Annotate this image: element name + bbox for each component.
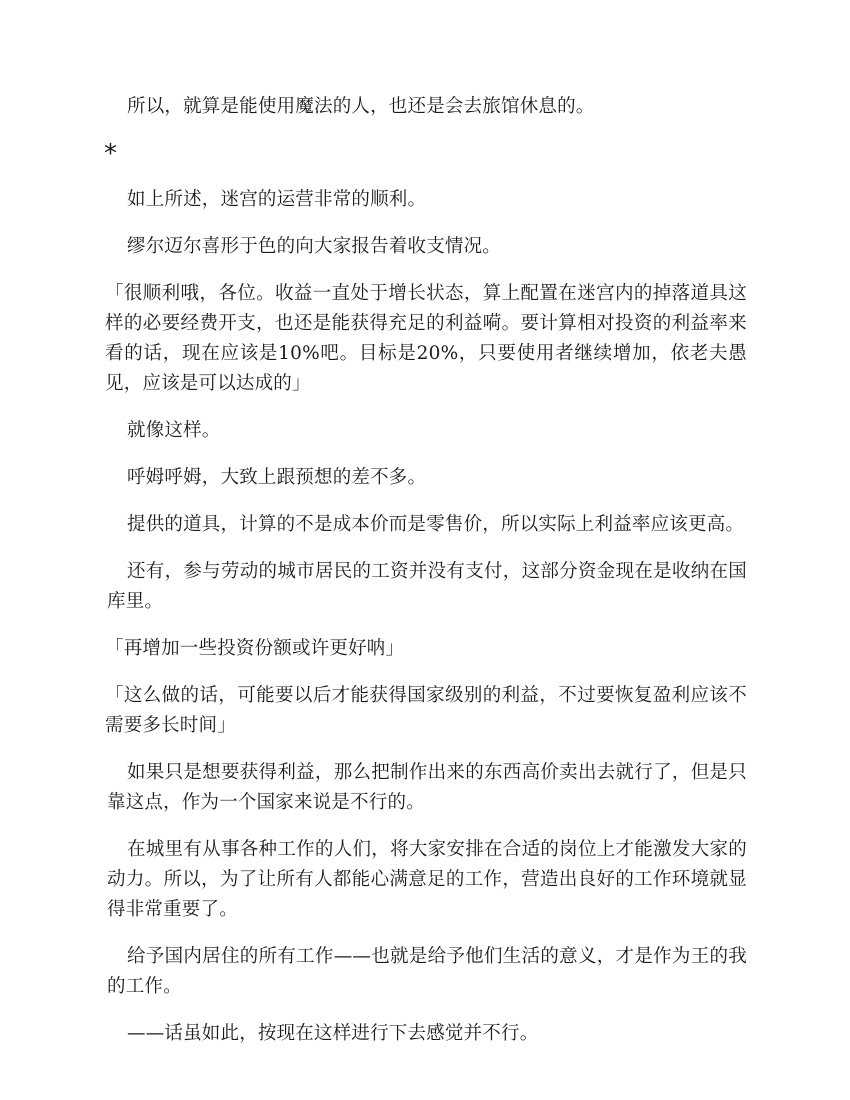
paragraph: 给予国内居住的所有工作——也就是给予他们生活的意义，才是作为王的我的工作。 [107,946,747,997]
paragraph: 如上所述，迷宫的运营非常的顺利。 [127,189,427,210]
paragraph: 提供的道具，计算的不是成本价而是零售价，所以实际上利益率应该更高。 [127,514,745,535]
paragraph: 如果只是想要获得利益，那么把制作出来的东西高价卖出去就行了，但是只靠这点，作为一个国家来说是不行的。 [107,762,747,813]
paragraph: 缪尔迈尔喜形于色的向大家报告着收支情况。 [127,236,502,257]
dialogue-paragraph: 「再增加一些投资份额或许更好呐」 [105,638,405,659]
paragraph: 在城里有从事各种工作的人们，将大家安排在合适的岗位上才能激发大家的动力。所以，为了让所有人都能心满意足的工作，营造出良好的工作环境就显得非常重要了。 [107,839,747,920]
paragraph: 呼姆呼姆，大致上跟预想的差不多。 [127,467,427,488]
section-separator: * [104,139,117,169]
dialogue-paragraph: 「这么做的话，可能要以后才能获得国家级别的利益，不过要恢复盈利应该不需要多长时间」 [105,685,747,736]
dialogue-paragraph: 「很顺利哦，各位。收益一直处于增长状态，算上配置在迷宫内的掉落道具这样的必要经费开支，也还是能获得充足的利益嗬。要计算相对投资的利益率来看的话，现在应该是10%吧。目标是20%，只要使用者继续增加，依老夫愚见，应该是可以达成的」 [105,283,747,394]
paragraph: 就像这样。 [127,420,221,441]
document-page [104,92,747,1066]
paragraph: 还有，参与劳动的城市居民的工资并没有支付，这部分资金现在是收纳在国库里。 [107,561,747,612]
paragraph: 所以，就算是能使用魔法的人，也还是会去旅馆休息的。 [127,96,595,117]
paragraph: ——话虽如此，按现在这样进行下去感觉并不行。 [127,1023,539,1044]
